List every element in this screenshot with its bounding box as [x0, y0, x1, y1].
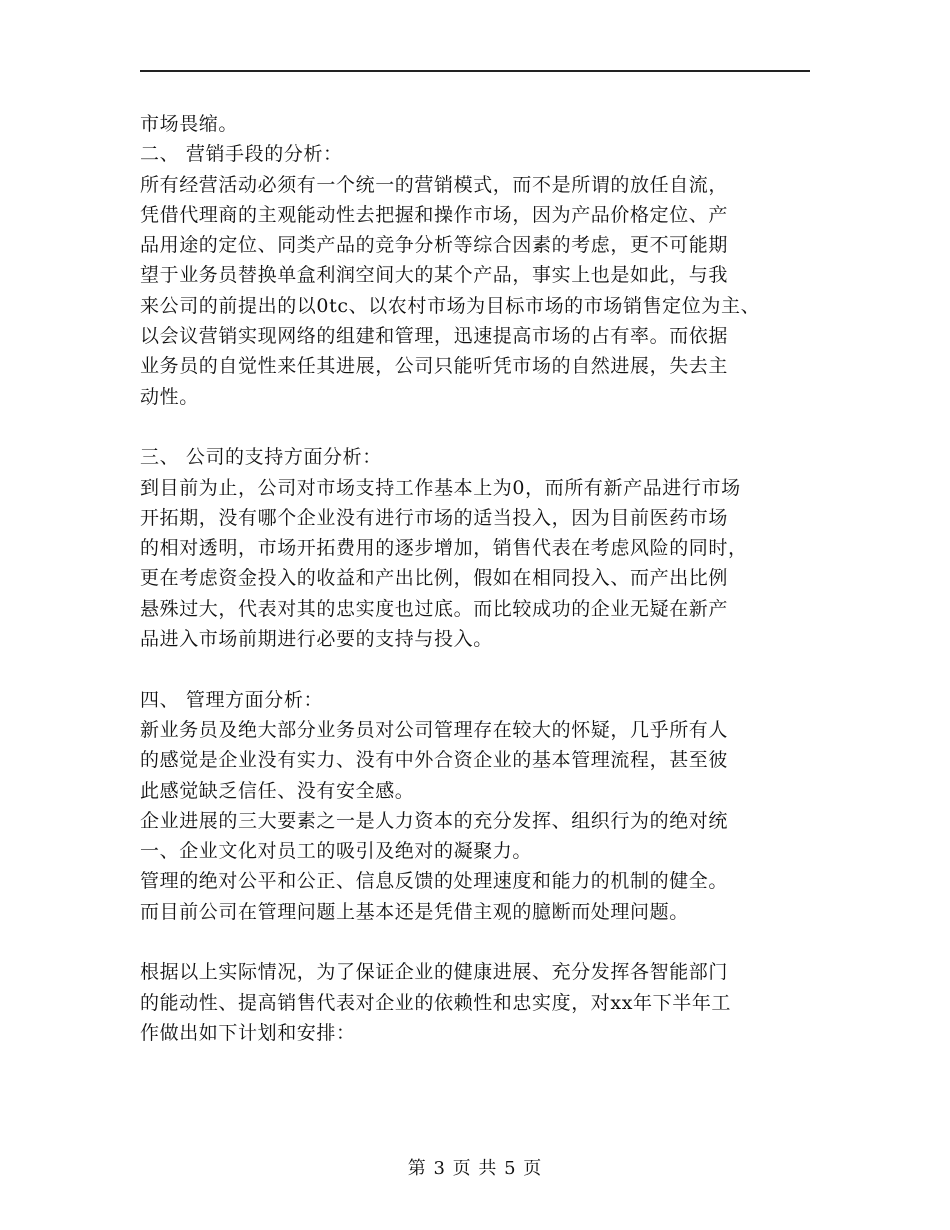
blank-line — [140, 927, 830, 957]
text-line: 市场畏缩。 — [140, 113, 239, 135]
blank-line — [140, 654, 830, 684]
text-line: 一、企业文化对员工的吸引及绝对的凝聚力。 — [140, 840, 533, 863]
page-number: 第 3 页 共 5 页 — [407, 1158, 543, 1179]
text-line: 来公司的前提出的以0tc、以农村市场为目标市场的市场销售定位为主、 — [140, 294, 761, 317]
text-line: 而目前公司在管理问题上基本还是凭借主观的臆断而处理问题。 — [140, 900, 689, 923]
text-line: 根据以上实际情况，为了保证企业的健康进展、充分发挥各智能部门 — [140, 961, 729, 984]
text-line: 新业务员及绝大部分业务员对公司管理存在较大的怀疑，几乎所有人 — [140, 718, 729, 741]
text-line: 作做出如下计划和安排： — [140, 1021, 356, 1044]
section-heading: 三、 公司的支持方面分析： — [140, 446, 382, 469]
header-rule — [140, 70, 810, 72]
text-line: 更在考虑资金投入的收益和产出比例，假如在相同投入、而产出比例 — [140, 567, 729, 590]
document-body — [140, 109, 830, 1048]
text-line: 品进入市场前期进行必要的支持与投入。 — [140, 628, 493, 651]
text-line: 的感觉是企业没有实力、没有中外合资企业的基本管理流程，甚至彼 — [140, 749, 729, 772]
text-line: 以会议营销实现网络的组建和管理，迅速提高市场的占有率。而依据 — [140, 325, 729, 348]
text-line: 品用途的定位、同类产品的竞争分析等综合因素的考虑，更不可能期 — [140, 234, 729, 257]
text-line: 凭借代理商的主观能动性去把握和操作市场，因为产品价格定位、产 — [140, 203, 729, 226]
section-heading: 四、 管理方面分析： — [140, 688, 324, 711]
text-line: 开拓期，没有哪个企业没有进行市场的适当投入，因为目前医药市场 — [140, 506, 729, 529]
text-line: 到目前为止，公司对市场支持工作基本上为0，而所有新产品进行市场 — [140, 476, 741, 499]
text-line: 管理的绝对公平和公正、信息反馈的处理速度和能力的机制的健全。 — [140, 870, 729, 893]
page-footer — [0, 1154, 950, 1180]
text-line: 此感觉缺乏信任、没有安全感。 — [140, 779, 415, 802]
text-line: 悬殊过大，代表对其的忠实度也过底。而比较成功的企业无疑在新产 — [140, 597, 729, 620]
text-line: 望于业务员替换单盒利润空间大的某个产品，事实上也是如此，与我 — [140, 264, 729, 287]
text-line: 的能动性、提高销售代表对企业的依赖性和忠实度，对xx年下半年工 — [140, 991, 732, 1014]
text-line: 企业进展的三大要素之一是人力资本的充分发挥、组织行为的绝对统 — [140, 809, 729, 832]
text-line: 动性。 — [140, 385, 199, 408]
text-line: 业务员的自觉性来任其进展，公司只能听凭市场的自然进展，失去主 — [140, 355, 729, 378]
blank-line — [140, 412, 830, 442]
text-line: 所有经营活动必须有一个统一的营销模式，而不是所谓的放任自流， — [140, 173, 729, 196]
section-heading: 二、 营销手段的分析： — [140, 143, 343, 166]
text-line: 的相对透明，市场开拓费用的逐步增加，销售代表在考虑风险的同时， — [140, 537, 748, 560]
